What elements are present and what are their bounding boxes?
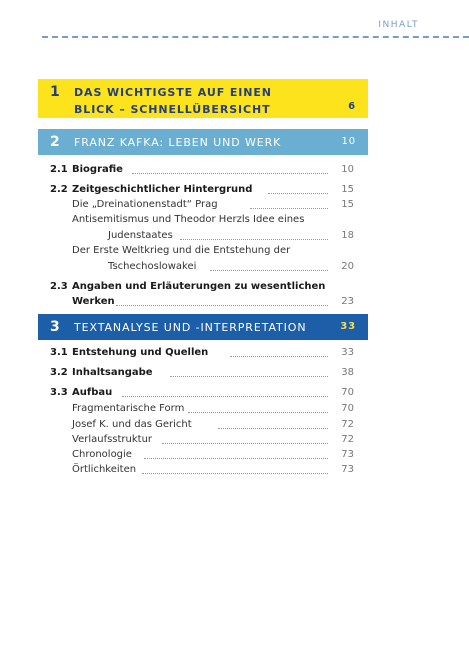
section-page: 70 — [341, 403, 354, 414]
dot-leader — [268, 193, 328, 194]
section-page: 15 — [341, 199, 354, 210]
section-title: Aufbau — [72, 387, 113, 398]
dot-leader — [144, 458, 328, 459]
dot-leader — [142, 473, 328, 474]
subsection-title: Fragmentarische Form — [72, 403, 185, 414]
section-title: Zeitgeschichtlicher Hintergrund — [72, 184, 253, 195]
section-page: 38 — [341, 367, 354, 378]
dot-leader — [250, 208, 328, 209]
dot-leader — [188, 412, 328, 413]
subsection-title: Chronologie — [72, 449, 132, 460]
section-page: 15 — [341, 184, 354, 195]
section-page: 10 — [341, 164, 354, 175]
subsection-title: Verlaufsstruktur — [72, 434, 153, 445]
section-title: Inhaltsangabe — [72, 367, 153, 378]
dot-leader — [170, 376, 328, 377]
section-title: Angaben und Erläuterungen zu wesentlichen — [72, 281, 326, 292]
chapter-page: 10 — [341, 136, 356, 147]
section-title: Werken — [72, 296, 115, 307]
section-page: 72 — [341, 434, 354, 445]
subsection-title: Der Erste Weltkrieg und die Entstehung der — [72, 245, 291, 256]
subsection-title: Josef K. und das Gericht — [72, 419, 192, 430]
header-dashed-divider — [42, 36, 469, 38]
subsection-title: Die „Dreinationenstadt“ Prag — [72, 199, 218, 210]
chapter-3-banner[interactable] — [38, 314, 368, 340]
subsection-title: Judenstaates — [108, 230, 173, 241]
dot-leader — [210, 270, 328, 271]
dot-leader — [218, 428, 328, 429]
chapter-2-banner[interactable] — [38, 129, 368, 155]
chapter-page: 33 — [340, 321, 356, 332]
section-header-label: INHALT — [378, 20, 419, 30]
section-number: 3.1 — [50, 347, 68, 358]
dot-leader — [162, 443, 328, 444]
section-page: 70 — [341, 387, 354, 398]
section-page: 33 — [341, 347, 354, 358]
chapter-page: 6 — [348, 101, 356, 112]
section-page: 20 — [341, 261, 354, 272]
section-number: 2.3 — [50, 281, 68, 292]
chapter-number: 3 — [50, 319, 61, 335]
section-number: 3.2 — [50, 367, 68, 378]
dot-leader — [122, 396, 328, 397]
chapter-number: 2 — [50, 134, 61, 150]
section-number: 2.1 — [50, 164, 68, 175]
section-title: Entstehung und Quellen — [72, 347, 209, 358]
chapter-title: DAS WICHTIGSTE AUF EINEN BLICK – SCHNELLÜBERSICHT — [74, 86, 272, 116]
chapter-1-banner[interactable] — [38, 79, 368, 118]
section-page: 18 — [341, 230, 354, 241]
subsection-title: Örtlichkeiten — [72, 464, 137, 475]
section-page: 73 — [341, 449, 354, 460]
section-title: Biografie — [72, 164, 123, 175]
section-number: 3.3 — [50, 387, 68, 398]
dot-leader — [180, 239, 328, 240]
dot-leader — [230, 356, 328, 357]
section-page: 72 — [341, 419, 354, 430]
dot-leader — [132, 173, 328, 174]
section-number: 2.2 — [50, 184, 68, 195]
chapter-title: TEXTANALYSE UND -INTERPRETATION — [74, 321, 307, 334]
subsection-title: Tschechoslowakei — [108, 261, 197, 272]
section-page: 23 — [341, 296, 354, 307]
chapter-title: FRANZ KAFKA: LEBEN UND WERK — [74, 136, 282, 149]
chapter-number: 1 — [50, 84, 61, 100]
section-page: 73 — [341, 464, 354, 475]
dot-leader — [116, 305, 328, 306]
subsection-title: Antisemitismus und Theodor Herzls Idee eines — [72, 214, 305, 225]
